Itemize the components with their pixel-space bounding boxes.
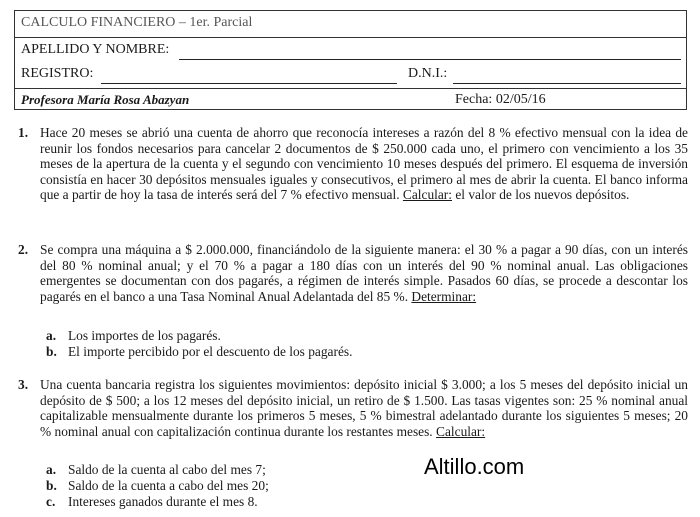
problem-text: Una cuenta bancaria registra los siguientes movimientos: depósito inicial $ 3.000; a los 5 meses del depósito inicial un depósito de $ 500; a los 12 meses del depósito inicial, un retiro de $ 1.500. Las tasas vigentes son: 25 % nominal anual capitalizable mensualmente durante los primeros 5 meses, 5 % bimestral adelantado durante los siguientes 5 meses; 20 % nominal anual con capitalización continua durante los restantes meses. [40,377,688,439]
name-line[interactable] [179,59,681,60]
dni-line[interactable] [453,83,681,84]
dni-label: D.N.I.: [408,66,448,81]
watermark-text: Altillo.com [424,454,525,479]
problem-keyword: Determinar: [411,288,477,304]
problem-number: 1. [18,125,29,140]
item-text: Saldo de la cuenta a cabo del mes 20; [68,478,269,493]
problem-number: 2. [18,242,29,257]
problem-text: Hace 20 meses se abrió una cuenta de ahorro que reconocía intereses a razón del 8 % efectivo mensual con la idea de reunir los fondos necesarios para cancelar 2 documentos de $ 250.000 cada uno, el primero con vencimiento a los 35 meses de la apertura de la cuenta y el segundo con vencimiento 10 meses después del primero. El esquema de inversión consistía en hacer 30 depósitos mensuales iguales y consecutivos, el primero al mes de abrir la cuenta. El banco informa que a partir de hoy la tasa de interés será del 7 % efectivo mensual. [40,125,688,203]
item-text: Los importes de los pagarés. [68,328,221,343]
exam-date: Fecha: 02/05/16 [455,92,546,107]
list-item [46,478,269,494]
item-letter: a. [46,328,57,343]
item-letter: b. [46,478,57,493]
problem-keyword: Calcular: [436,423,486,439]
item-letter: c. [46,494,56,509]
item-letter: b. [46,344,57,359]
name-label: APELLIDO Y NOMBRE: [21,42,170,57]
item-text: Saldo de la cuenta al cabo del mes 7; [68,462,266,477]
registro-label: REGISTRO: [21,66,94,81]
problem-text: Se compra una máquina a $ 2.000.000, financiándolo de la siguiente manera: el 30 % a pagar a 90 días, con un interés del 80 % nominal anual; y el 70 % a pagar a 180 días con un interés del 90 % nominal anual. Las obligaciones emergentes se documentan con dos pagarés, a régimen de interés simple. Pasados 60 días, se procede a descontar los pagarés en el banco a una Tasa Nominal Anual Adelantada del 85 %. [40,242,688,304]
list-item [46,328,221,344]
item-text: Intereses ganados durante el mes 8. [68,494,258,509]
registro-line[interactable] [101,83,397,84]
exam-header [14,10,687,110]
professor-name: Profesora María Rosa Abazyan [21,92,190,107]
list-item [46,494,258,510]
header-divider [15,37,686,38]
problem-2 [18,242,688,304]
problem-1 [18,125,688,203]
item-letter: a. [46,462,57,477]
header-divider-2 [15,88,686,89]
item-text: El importe percibido por el descuento de los pagarés. [68,344,353,359]
problem-3 [18,377,688,439]
problem-number: 3. [18,377,29,392]
list-item [46,462,266,478]
list-item [46,344,352,360]
problem-keyword: Calcular: [402,187,452,203]
problem-text-end: el valor de los nuevos depósitos. [455,187,630,203]
exam-title: CALCULO FINANCIERO – 1er. Parcial [21,15,253,30]
